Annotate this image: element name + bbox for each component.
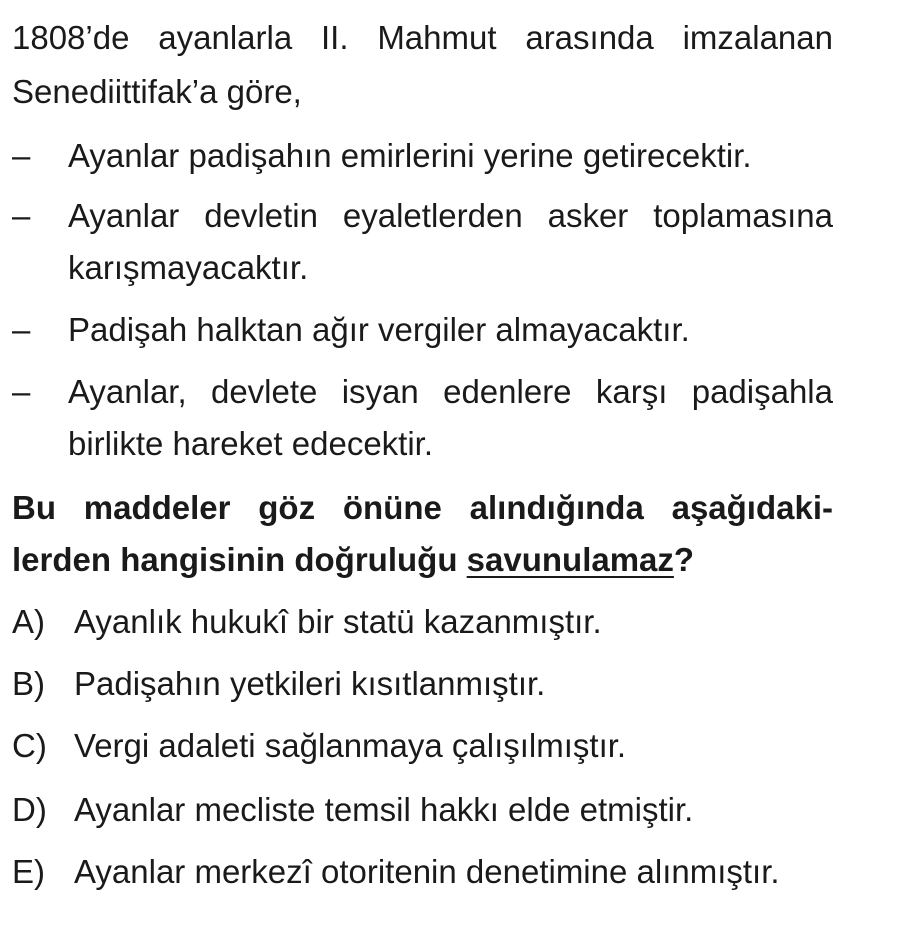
option-e-text[interactable]: Ayanlar merkezî otoritenin denetimine alınmıştır. bbox=[74, 853, 780, 890]
option-d-letter: D) bbox=[12, 791, 47, 828]
option-c-letter: C) bbox=[12, 727, 47, 764]
bullet-dash: – bbox=[12, 311, 31, 348]
prompt-line-1: Bu maddeler göz önüne alındığında aşağıdaki- bbox=[12, 489, 833, 526]
intro-line-2: Senediittifak’a göre, bbox=[12, 73, 302, 110]
prompt-line-2 bbox=[12, 540, 833, 580]
bullet-dash: – bbox=[12, 137, 31, 174]
option-b-letter: B) bbox=[12, 665, 45, 702]
bullet-4-line-2: birlikte hareket edecektir. bbox=[68, 425, 434, 462]
prompt-line-2-text: lerden hangisinin doğruluğu bbox=[12, 541, 467, 578]
option-d-text[interactable]: Ayanlar mecliste temsil hakkı elde etmiştir. bbox=[74, 791, 694, 828]
prompt-underlined-word: savunulamaz bbox=[466, 541, 674, 578]
option-c-text[interactable]: Vergi adaleti sağlanmaya çalışılmıştır. bbox=[74, 727, 627, 764]
bullet-dash: – bbox=[12, 373, 31, 410]
bullet-4-line-1: Ayanlar, devlete isyan edenlere karşı padişahla bbox=[68, 373, 833, 410]
bullet-3-line-1: Padişah halktan ağır vergiler almayacaktır. bbox=[68, 311, 690, 348]
option-e-letter: E) bbox=[12, 853, 45, 890]
bullet-2-line-2: karışmayacaktır. bbox=[68, 249, 309, 286]
option-b-text[interactable]: Padişahın yetkileri kısıtlanmıştır. bbox=[74, 665, 546, 702]
option-a-letter: A) bbox=[12, 603, 45, 640]
bullet-dash: – bbox=[12, 197, 31, 234]
intro-line-1: 1808’de ayanlarla II. Mahmut arasında imzalanan bbox=[12, 19, 833, 56]
option-a-text[interactable]: Ayanlık hukukî bir statü kazanmıştır. bbox=[74, 603, 602, 640]
bullet-2-line-1: Ayanlar devletin eyaletlerden asker toplamasına bbox=[68, 197, 833, 234]
prompt-question-mark: ? bbox=[673, 541, 695, 578]
bullet-1-line-1: Ayanlar padişahın emirlerini yerine getirecektir. bbox=[68, 137, 752, 174]
